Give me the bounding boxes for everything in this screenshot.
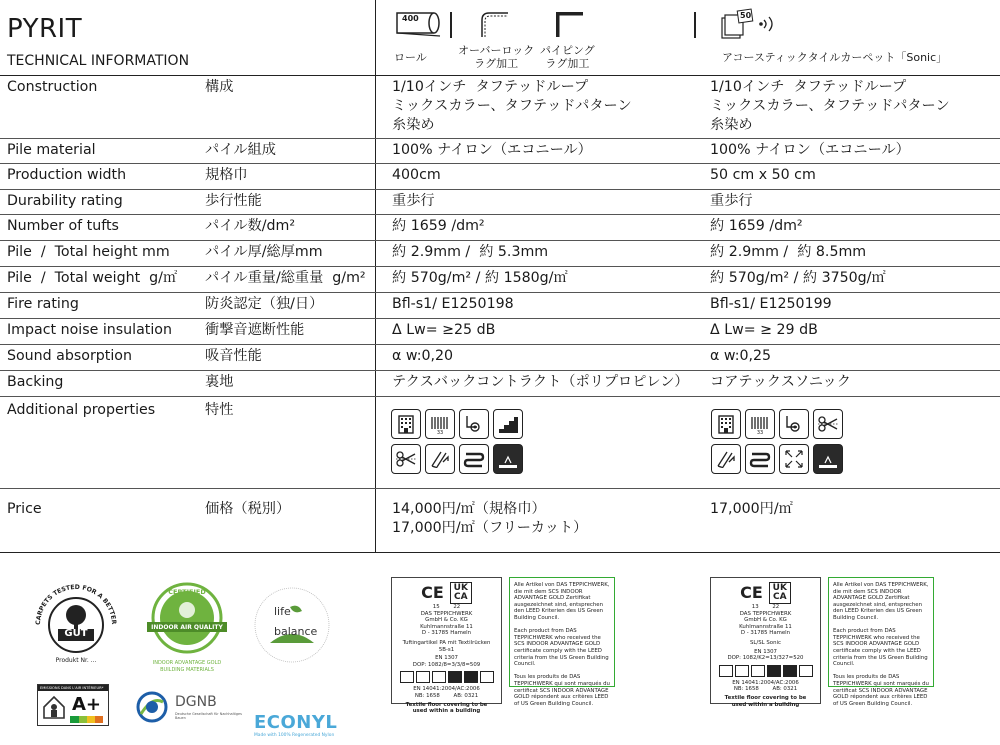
row-label-jp: パイル組成	[205, 142, 276, 158]
roll-width-badge: 400	[402, 14, 419, 23]
row-divider	[0, 214, 1000, 215]
row-divider	[0, 370, 1000, 371]
ce-text: CE	[421, 583, 444, 602]
iaq-caption-1: INDOOR ADVANTAGE GOLD	[152, 660, 222, 666]
roll-value: テクスバックコントラクト（ポリプロピレン）	[392, 374, 689, 390]
svg-text:33: 33	[756, 430, 764, 435]
ce-covering: Textile floor covering to be used within a building	[724, 694, 807, 708]
pile-icon	[813, 444, 843, 474]
row-label-jp: パイル重量/総重量 g/m²	[205, 270, 366, 286]
scissors-icon	[391, 444, 421, 474]
ce-company: DAS TEPPICHWERK GmbH & Co. KG Kuhlmannstraße 11 D - 31785 Hameln	[420, 610, 473, 637]
scissors-icon	[813, 409, 843, 439]
ce-standard: EN 1307	[754, 648, 777, 655]
product-name: PYRIT	[7, 14, 83, 44]
roll-label: ロール	[394, 51, 427, 64]
roll-value: 約 2.9mm / 約 5.3mm	[392, 244, 549, 260]
tile-value: α w:0,25	[710, 348, 772, 364]
roll-value: Δ Lw= ≥25 dB	[392, 322, 496, 338]
roll-value: α w:0,20	[392, 348, 454, 364]
ce-mark	[398, 582, 495, 604]
roll-icon	[396, 12, 442, 38]
roll-value: 1/10インチ タフテッドループ ミックスカラー、タフテッドパターン 糸染め	[392, 79, 632, 133]
row-divider	[0, 488, 1000, 489]
roll-value: 100% ナイロン（エコニール）	[392, 142, 592, 158]
row-divider	[0, 344, 1000, 345]
row-label-jp: 歩行性能	[205, 193, 262, 209]
ukca-text: UK CA	[450, 582, 472, 604]
stairs-icon	[493, 409, 523, 439]
row-label-en: Fire rating	[7, 296, 79, 312]
row-label-jp: 裏地	[205, 374, 234, 390]
leed-note-tile: Alle Artikel von DAS TEPPICHWERK, die mit dem SCS INDOOR ADVANTAGE GOLD Zertifikat ausgezeichnet sind, entsprechen den LEED Kriterien des US Green Building Council. Each product from DAS TEPPICHWERK who received the SCS INDOOR ADVANTAGE GOLD certificate comply with the LEED criteria from the US Green Building Council. Tous les produits de DAS TEPPICHWERK qui sont marqués du certificat SCS INDOOR ADVANTAGE GOLD répondent aux critères LEED of US Green Building Council.	[828, 577, 934, 687]
tile-value: 約 570g/m² / 約 3750g/㎡	[710, 270, 886, 286]
radiator-icon	[745, 444, 775, 474]
ce-number: 15 22	[432, 604, 461, 610]
econyl-text: ECONYL	[254, 712, 338, 733]
tile-label: アコースティックタイルカーペット「Sonic」	[722, 51, 948, 64]
emission-grade: A+	[72, 694, 102, 715]
tile-value: Δ Lw= ≥ 29 dB	[710, 322, 818, 338]
column-divider	[375, 0, 376, 552]
row-label-jp: 特性	[205, 402, 234, 418]
ce-footer: EN 14041:2004/AC:2006 NB: 1658 AB: 0321	[413, 686, 480, 699]
life-text: life	[274, 605, 291, 618]
row-label-jp: 価格（税別）	[205, 501, 291, 517]
tile-value: 重歩行	[710, 193, 753, 209]
row-label-jp: パイル厚/総厚mm	[205, 244, 323, 260]
ce-standard: EN 1307	[435, 655, 458, 662]
tile-value: 約 2.9mm / 約 8.5mm	[710, 244, 867, 260]
building-icon	[391, 409, 421, 439]
row-divider	[0, 189, 1000, 190]
row-label-en: Pile / Total weight g/㎡	[7, 270, 178, 286]
econyl-subtext: Made with 100% Regenerated Nylon	[254, 733, 335, 738]
row-label-en: Impact noise insulation	[7, 322, 172, 338]
roll-value: 約 570g/m² / 約 1580g/㎡	[392, 270, 568, 286]
ce-label-tile	[710, 577, 821, 708]
row-label-jp: 衝撃音遮断性能	[205, 322, 305, 338]
tile-value: 50 cm x 50 cm	[710, 167, 816, 183]
ce-label-roll	[391, 577, 502, 715]
chair-castor-icon	[425, 409, 455, 439]
sheet-subtitle: TECHNICAL INFORMATION	[7, 53, 190, 69]
ce-dop: DOP: 1082/K2=13/327=520	[727, 655, 804, 662]
tile-value: 1/10インチ タフテッドループ ミックスカラー、タフテッドパターン 糸染め	[710, 79, 950, 133]
radiator-icon	[459, 444, 489, 474]
dgnb-subtext: Deutsche Gesellschaft für Nachhaltiges Bauen	[175, 712, 242, 720]
tile-icon	[716, 8, 786, 44]
building-icon	[711, 409, 741, 439]
row-label-en: Additional properties	[7, 402, 156, 418]
ce-company: DAS TEPPICHWERK GmbH & Co. KG Kuhlmannstraße 11 D - 31785 Hameln	[739, 610, 792, 637]
ce-mark	[717, 582, 814, 604]
emission-header: EMISSIONS DANS L'AIR INTÉRIEUR*	[38, 685, 108, 691]
tile-value: Bfl-s1/ E1250199	[710, 296, 832, 312]
ukca-text: UK CA	[769, 582, 791, 604]
ce-covering: Textile floor covering to be used within a building	[405, 701, 488, 715]
indoor-air-quality-logo	[142, 580, 232, 680]
ce-footer: EN 14041:2004/AC:2006 NB: 1658 AB: 0321	[732, 679, 799, 693]
piping-icon	[556, 12, 584, 42]
tile-value: 約 1659 /dm²	[710, 218, 803, 234]
row-label-en: Pile material	[7, 142, 96, 158]
divider-bar	[694, 12, 696, 38]
row-label-en: Price	[7, 501, 42, 517]
ce-pictograms	[398, 671, 495, 683]
iaq-caption-2: BUILDING MATERIALS	[160, 667, 214, 673]
chair-castor-icon	[745, 409, 775, 439]
divider-bar	[450, 12, 452, 38]
gut-caption: Produkt Nr. ...	[55, 657, 97, 664]
tile-value: コアテックスソニック	[710, 374, 851, 390]
balance-text: balance	[274, 625, 318, 638]
tile-size-badge: 50	[740, 11, 752, 20]
row-divider	[0, 396, 1000, 397]
row-divider	[0, 75, 1000, 76]
pile-icon	[493, 444, 523, 474]
row-label-en: Construction	[7, 79, 98, 95]
underfloor-heating-icon	[425, 444, 455, 474]
row-label-en: Pile / Total height mm	[7, 244, 170, 260]
ce-text: CE	[740, 583, 763, 602]
row-label-jp: パイル数/dm²	[205, 218, 296, 234]
ce-dop: DOP: 1082/8=3/3/8=509	[412, 661, 481, 668]
gut-logo	[26, 575, 126, 675]
iaq-ring-text: CERTIFIED	[168, 588, 206, 596]
roll-value: 重歩行	[392, 193, 435, 209]
roll-value: 400cm	[392, 167, 441, 183]
econyl-logo	[254, 712, 354, 742]
row-label-en: Sound absorption	[7, 348, 132, 364]
roll-value: Bfl-s1/ E1250198	[392, 296, 514, 312]
tile-value: 100% ナイロン（エコニール）	[710, 142, 910, 158]
gut-ring-text: CARPETS TESTED FOR A BETTER	[34, 583, 118, 626]
leed-note-roll: Alle Artikel von DAS TEPPICHWERK, die mit dem SCS INDOOR ADVANTAGE GOLD Zertifikat ausgezeichnet sind, entsprechen den LEED Kriterien des US Green Building Council. Each product from DAS TEPPICHWERK who received the SCS INDOOR ADVANTAGE GOLD certificate comply with the LEED criteria from the US Green Building Council. Tous les produits de DAS TEPPICHWERK qui sont marqués du certificat SCS INDOOR ADVANTAGE GOLD répondent aux critères LEED of US Green Building Council.	[509, 577, 615, 687]
arrows-icon	[779, 444, 809, 474]
row-label-jp: 構成	[205, 79, 234, 95]
overlock-icon	[481, 12, 509, 42]
ce-pictograms	[717, 665, 814, 677]
house-icon	[42, 695, 66, 723]
row-divider	[0, 138, 1000, 139]
emission-scale	[70, 716, 103, 723]
dgnb-text: DGNB	[175, 694, 217, 710]
life-balance-logo	[252, 585, 332, 665]
iaq-band-text: INDOOR AIR QUALITY	[151, 624, 223, 631]
gut-center-text: GUT	[64, 628, 88, 639]
row-divider	[0, 292, 1000, 293]
piping-label: パイピング ラグ加工	[540, 44, 595, 70]
overlock-label: オーバーロック ラグ加工	[458, 44, 535, 70]
row-label-jp: 吸音性能	[205, 348, 262, 364]
emission-label	[37, 684, 109, 726]
row-divider	[0, 266, 1000, 267]
row-label-en: Backing	[7, 374, 64, 390]
roll-value: 14,000円/㎡（規格巾） 17,000円/㎡（フリーカット）	[392, 501, 588, 536]
ce-number: 13 22	[751, 604, 780, 610]
underfloor-heating-icon	[711, 444, 741, 474]
svg-text:33: 33	[436, 430, 444, 435]
roll-value: 約 1659 /dm²	[392, 218, 485, 234]
ce-product: Tuftingartikel PA mit Textilrücken 5B-s1	[402, 639, 491, 653]
castor-chair-icon	[779, 409, 809, 439]
row-label-jp: 防炎認定（独/日）	[205, 296, 324, 312]
row-label-en: Number of tufts	[7, 218, 119, 234]
ce-product: SL/SL Sonic	[750, 639, 781, 646]
row-divider	[0, 318, 1000, 319]
row-divider	[0, 163, 1000, 164]
tile-value: 17,000円/㎡	[710, 501, 793, 517]
row-divider	[0, 240, 1000, 241]
row-label-jp: 規格巾	[205, 167, 248, 183]
row-label-en: Production width	[7, 167, 127, 183]
row-label-en: Durability rating	[7, 193, 123, 209]
castor-chair-icon	[459, 409, 489, 439]
dgnb-logo	[135, 690, 245, 730]
